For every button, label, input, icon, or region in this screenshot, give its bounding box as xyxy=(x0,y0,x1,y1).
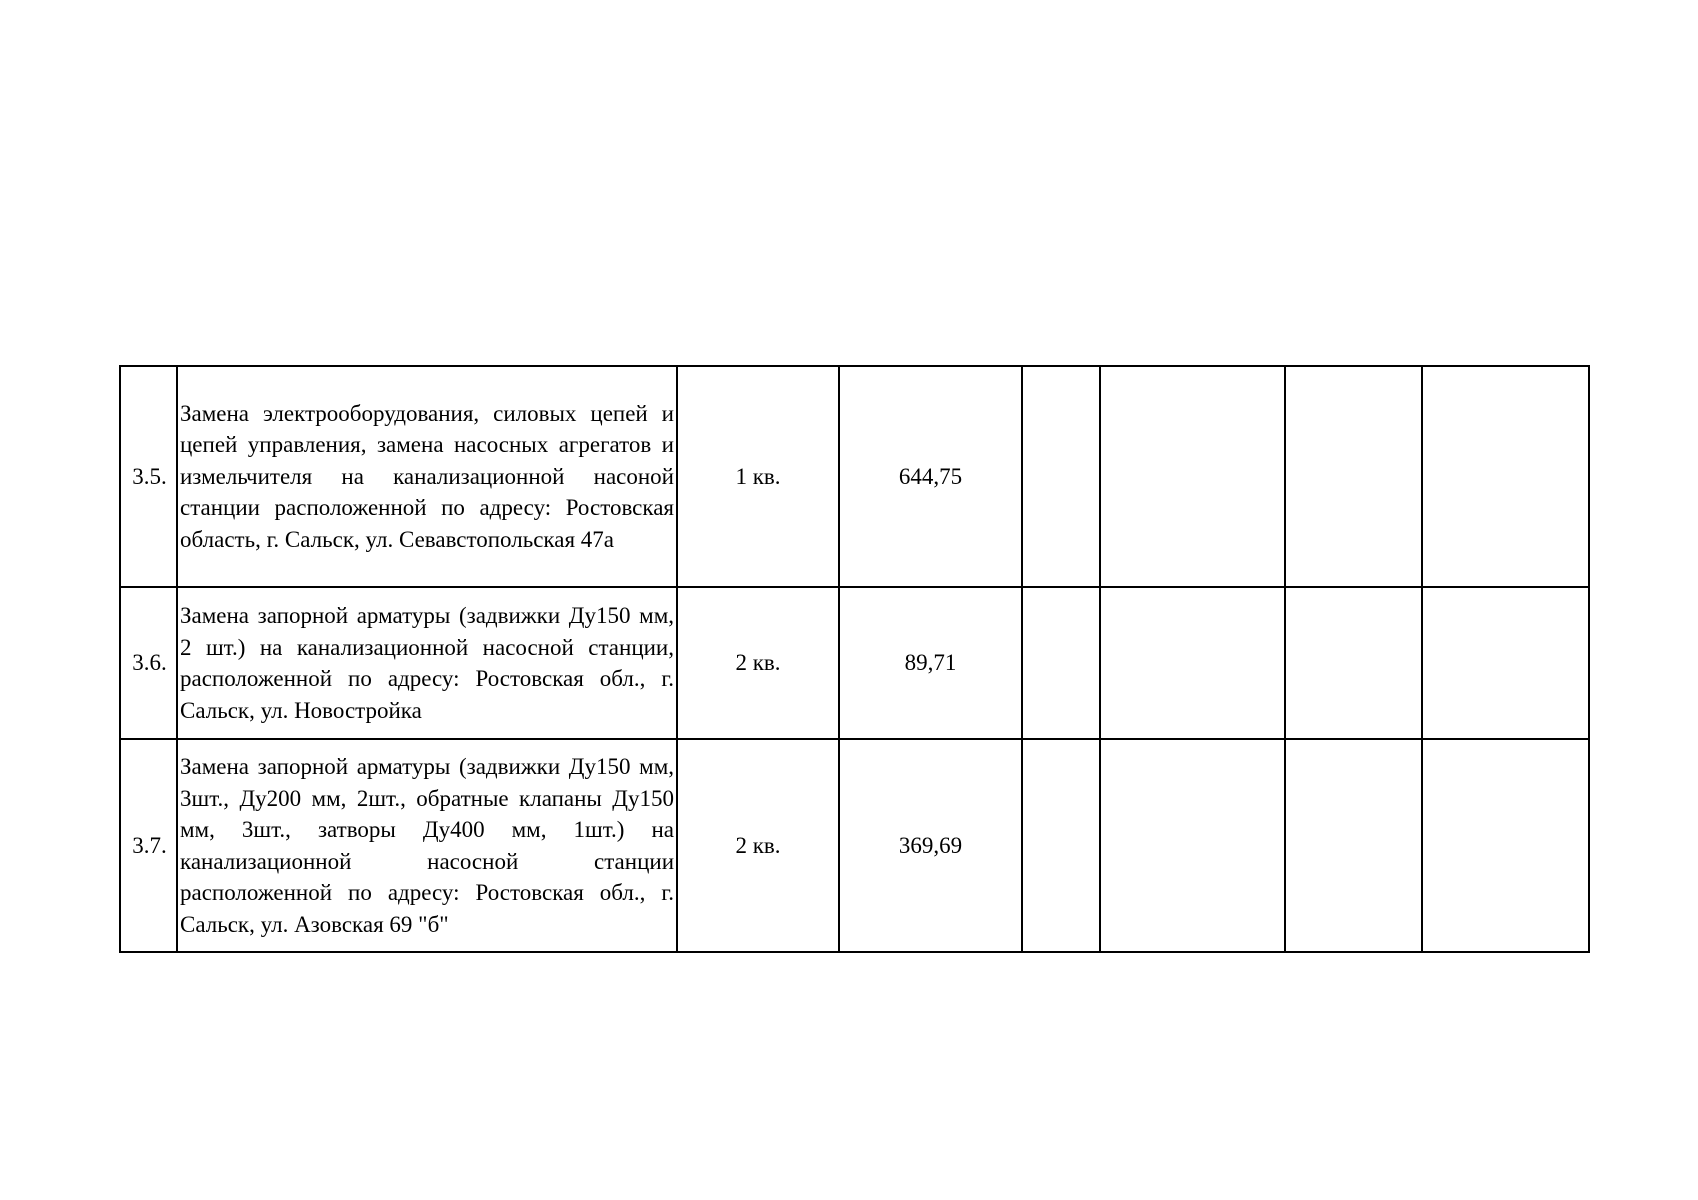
empty-cell xyxy=(1285,587,1422,739)
row-period: 2 кв. xyxy=(677,587,839,739)
empty-cell xyxy=(1022,739,1100,952)
row-period: 1 кв. xyxy=(677,366,839,587)
row-amount: 89,71 xyxy=(839,587,1022,739)
row-number: 3.7. xyxy=(120,739,177,952)
row-number: 3.5. xyxy=(120,366,177,587)
empty-cell xyxy=(1100,587,1285,739)
empty-cell xyxy=(1022,587,1100,739)
empty-cell xyxy=(1285,739,1422,952)
row-amount: 644,75 xyxy=(839,366,1022,587)
table-row xyxy=(120,366,1589,587)
table-row xyxy=(120,739,1589,952)
row-amount: 369,69 xyxy=(839,739,1022,952)
row-description: Замена запорной арматуры (задвижки Ду150 мм, 2 шт.) на канализационной насосной станции, расположенной по адресу: Ростовская обл., г. Сальск, ул. Новостройка xyxy=(177,587,677,739)
empty-cell xyxy=(1285,366,1422,587)
empty-cell xyxy=(1100,739,1285,952)
empty-cell xyxy=(1022,366,1100,587)
empty-cell xyxy=(1100,366,1285,587)
row-description: Замена электрооборудования, силовых цепей и цепей управления, замена насосных агрегатов и измельчителя на канализационной насоной станции расположенной по адресу: Ростовская область, г. Сальск, ул. Севавстопольская 47а xyxy=(177,366,677,587)
empty-cell xyxy=(1422,587,1589,739)
empty-cell xyxy=(1422,366,1589,587)
row-description: Замена запорной арматуры (задвижки Ду150 мм, 3шт., Ду200 мм, 2шт., обратные клапаны Ду150 мм, 3шт., затворы Ду400 мм, 1шт.) на канализационной насосной станции расположенной по адресу: Ростовская обл., г. Сальск, ул. Азовская 69 "б" xyxy=(177,739,677,952)
row-number: 3.6. xyxy=(120,587,177,739)
works-table xyxy=(119,365,1590,953)
empty-cell xyxy=(1422,739,1589,952)
table-row xyxy=(120,587,1589,739)
row-period: 2 кв. xyxy=(677,739,839,952)
